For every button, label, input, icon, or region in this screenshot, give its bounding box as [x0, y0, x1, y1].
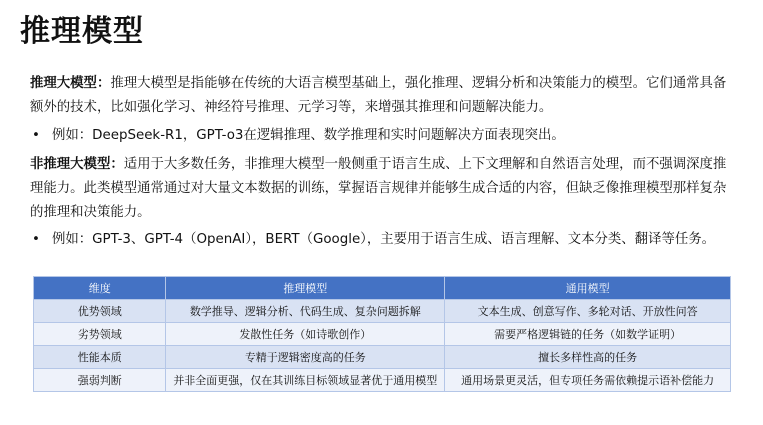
table-row [34, 323, 731, 346]
row-general-cell: 文本生成、创意写作、多轮对话、开放性问答 [445, 300, 731, 323]
bullet-dot: • [32, 232, 40, 247]
table-row [34, 346, 731, 369]
non-reasoning-model-text: 适用于大多数任务，非推理大模型一般侧重于语言生成、上下文理解和自然语言处理，而不强调深度推理能力。此类模型通常通过对大量文本数据的训练，掌握语言规律并能够生成合适的内容，但缺乏像推理模型那样复杂的推理和决策能力。 [30, 157, 727, 220]
row-dimension: 优势领域 [34, 300, 166, 323]
table-header-row [34, 277, 731, 300]
table-row [34, 369, 731, 392]
row-reasoning-cell: 并非全面更强，仅在其训练目标领域显著优于通用模型 [166, 369, 445, 392]
row-reasoning-cell: 专精于逻辑密度高的任务 [166, 346, 445, 369]
reasoning-example-text: 例如：DeepSeek-R1，GPT-o3在逻辑推理、数学推理和实时问题解决方面表现突出。 [52, 128, 565, 143]
reasoning-model-text: 推理大模型是指能够在传统的大语言模型基础上，强化推理、逻辑分析和决策能力的模型。它们通常具备额外的技术，比如强化学习、神经符号推理、元学习等，来增强其推理和问题解决能力。 [30, 76, 727, 115]
comparison-table [33, 276, 731, 392]
row-general-cell: 擅长多样性高的任务 [445, 346, 731, 369]
non-reasoning-example-bullet [30, 228, 740, 252]
reasoning-model-paragraph [30, 72, 738, 120]
row-reasoning-cell: 发散性任务（如诗歌创作） [166, 323, 445, 346]
header-dimension: 维度 [34, 277, 166, 300]
row-dimension: 性能本质 [34, 346, 166, 369]
row-general-cell: 通用场景更灵活，但专项任务需依赖提示语补偿能力 [445, 369, 731, 392]
page-title: 推理模型 [20, 14, 144, 49]
row-dimension: 强弱判断 [34, 369, 166, 392]
reasoning-model-label: 推理大模型： [30, 76, 111, 91]
non-reasoning-model-label: 非推理大模型： [30, 157, 124, 172]
row-reasoning-cell: 数学推导、逻辑分析、代码生成、复杂问题拆解 [166, 300, 445, 323]
row-dimension: 劣势领域 [34, 323, 166, 346]
reasoning-example-bullet [30, 124, 740, 148]
non-reasoning-example-text: 例如：GPT-3、GPT-4（OpenAI），BERT（Google），主要用于语言生成、语言理解、文本分类、翻译等任务。 [52, 232, 716, 247]
header-general-model: 通用模型 [445, 277, 731, 300]
header-reasoning-model: 推理模型 [166, 277, 445, 300]
bullet-dot: • [32, 128, 40, 143]
non-reasoning-model-paragraph [30, 153, 738, 225]
table-row [34, 300, 731, 323]
row-general-cell: 需要严格逻辑链的任务（如数学证明） [445, 323, 731, 346]
